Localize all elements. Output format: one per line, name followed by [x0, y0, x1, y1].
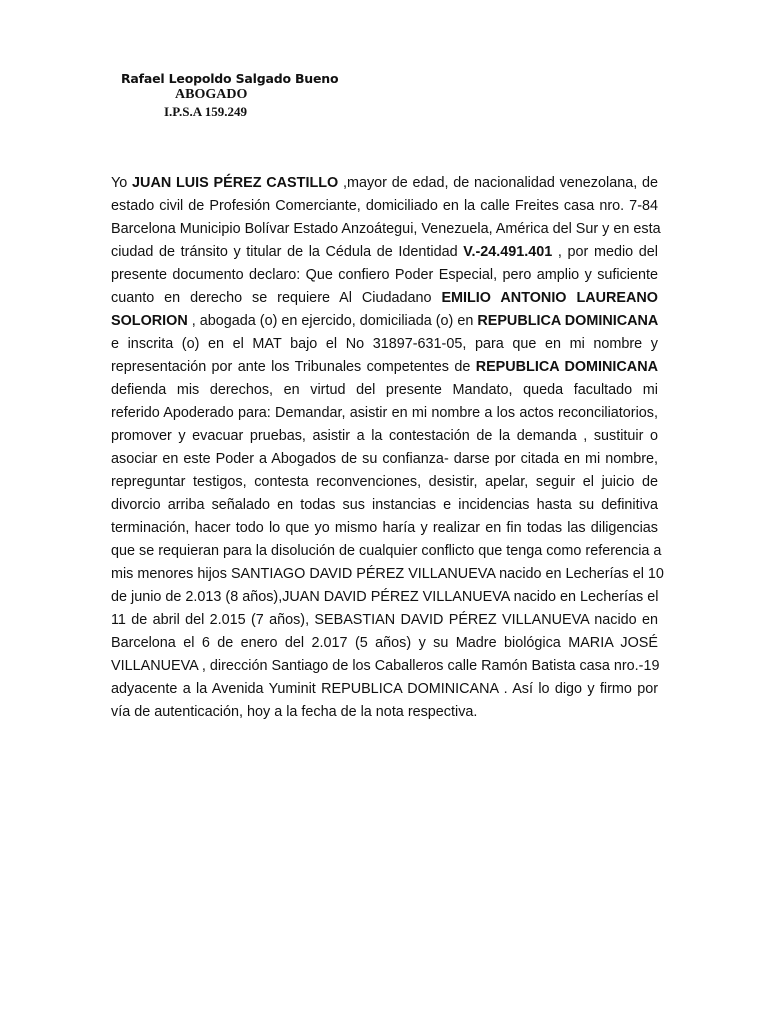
text-run: referido Apoderado para: Demandar, asistir en mi nombre a los actos reconciliatorios, [111, 405, 658, 421]
body-line [111, 379, 658, 402]
bold-text: SOLORION [111, 313, 188, 329]
body-line [111, 402, 658, 425]
text-run: 11 de abril del 2.015 (7 años), SEBASTIAN DAVID PÉREZ VILLANUEVA nacido en [111, 612, 658, 628]
bold-text: EMILIO ANTONIO LAUREANO [441, 290, 658, 306]
bold-text: JUAN LUIS PÉREZ CASTILLO [132, 175, 339, 191]
text-run: promover y evacuar pruebas, asistir a la contestación de la demanda , sustituir o [111, 428, 658, 444]
text-run: de junio de 2.013 (8 años),JUAN DAVID PÉREZ VILLANUEVA nacido en Lecherías el [111, 589, 659, 605]
text-run: asociar en este Poder a Abogados de su confianza- darse por citada en mi nombre, [111, 451, 658, 467]
text-run: VILLANUEVA , dirección Santiago de los Caballeros calle Ramón Batista casa nro.-19 [111, 658, 660, 674]
bold-text: REPUBLICA DOMINICANA [475, 359, 658, 375]
text-run: defienda mis derechos, en virtud del presente Mandato, queda facultado mi [111, 382, 658, 398]
document-body [111, 172, 664, 724]
body-line [111, 540, 662, 563]
text-run: vía de autenticación, hoy a la fecha de la nota respectiva. [111, 704, 478, 720]
text-run: , abogada (o) en ejercido, domiciliada (o) en [187, 313, 478, 329]
text-run: Barcelona Municipio Bolívar Estado Anzoátegui, Venezuela, América del Sur y en esta [111, 221, 661, 237]
text-run: que se requieran para la disolución de cualquier conflicto que tenga como referencia a [111, 543, 662, 559]
body-line [111, 172, 658, 195]
text-run: Yo [111, 175, 133, 191]
body-line [111, 241, 658, 264]
text-run: estado civil de Profesión Comerciante, domiciliado en la calle Freites casa nro. 7-84 [111, 198, 658, 214]
bold-text: REPUBLICA DOMINICANA [477, 313, 659, 329]
body-line [111, 287, 658, 310]
body-line [111, 310, 658, 333]
body-line [111, 195, 658, 218]
text-run: ciudad de tránsito y titular de la Cédula de Identidad [111, 244, 464, 260]
text-run: terminación, hacer todo lo que yo mismo haría y realizar en fin todas las diligencias [111, 520, 658, 536]
body-line [111, 494, 658, 517]
text-run: ,mayor de edad, de nacionalidad venezolana, de [338, 175, 658, 191]
body-line [111, 425, 658, 448]
body-line [111, 448, 658, 471]
lawyer-name: Rafael Leopoldo Salgado Bueno [121, 71, 339, 86]
body-line [111, 471, 658, 494]
text-run: , por medio del [552, 244, 658, 260]
text-run: cuanto en derecho se requiere Al Ciudadano [111, 290, 442, 306]
body-line [111, 655, 658, 678]
bold-text: V.-24.491.401 [463, 244, 553, 260]
ipsa-number: I.P.S.A 159.249 [164, 104, 247, 119]
body-line [111, 678, 658, 701]
text-run: representación por ante los Tribunales competentes de [111, 359, 476, 375]
body-line [111, 701, 658, 724]
body-line [111, 609, 658, 632]
text-run: divorcio arriba señalado en todas sus instancias e incidencias hasta su definitiva [111, 497, 658, 513]
text-run: mis menores hijos SANTIAGO DAVID PÉREZ VILLANUEVA nacido en Lecherías el 10 [111, 566, 664, 582]
text-run: presente documento declaro: Que confiero Poder Especial, pero amplio y suficiente [111, 267, 658, 283]
body-line [111, 356, 658, 379]
body-line [111, 333, 658, 356]
body-line [111, 563, 664, 586]
lawyer-title: ABOGADO [175, 87, 248, 102]
body-line [111, 632, 658, 655]
body-line [111, 517, 658, 540]
text-run: adyacente a la Avenida Yuminit REPUBLICA DOMINICANA . Así lo digo y firmo por [111, 681, 658, 697]
body-line [111, 218, 661, 241]
body-line [111, 586, 658, 609]
text-run: e inscrita (o) en el MAT bajo el No 31897-631-05, para que en mi nombre y [111, 336, 658, 352]
text-run: repreguntar testigos, contesta reconvenciones, desistir, apelar, seguir el juicio de [111, 474, 658, 490]
body-line [111, 264, 658, 287]
text-run: Barcelona el 6 de enero del 2.017 (5 años) y su Madre biológica MARIA JOSÉ [111, 635, 658, 651]
